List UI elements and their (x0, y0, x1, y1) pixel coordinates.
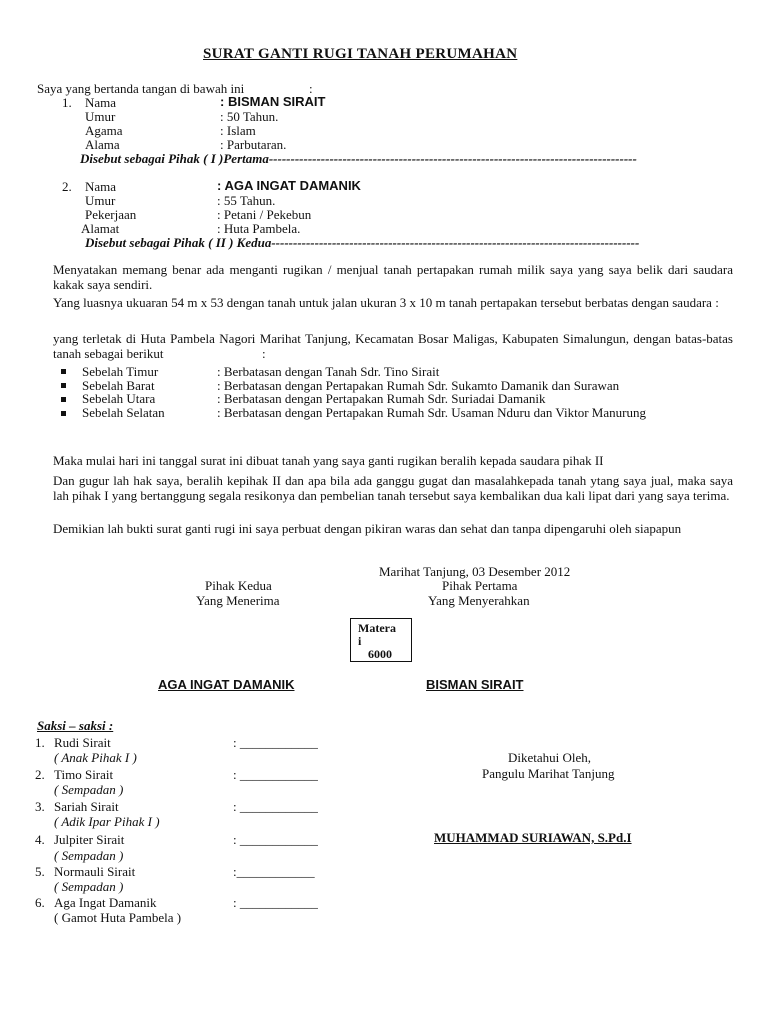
border-desc-west: : Berbatasan dengan Pertapakan Rumah Sdr. Sukamto Damanik dan Surawan (217, 378, 620, 393)
stamp-box (350, 618, 412, 662)
right-role: Pihak Pertama (442, 578, 518, 593)
party1-label-umur: Umur (85, 109, 116, 124)
witness-number: 3. (35, 799, 45, 814)
closing-declaration: Demikian lah bukti surat ganti rugi ini saya perbuat dengan pikiran waras dan sehat dan tanpa dipengaruhi oleh siapapun (53, 521, 682, 536)
left-role-sub: Yang Menerima (196, 593, 280, 608)
witness-name: Rudi Sirait (54, 735, 111, 750)
witness-number: 5. (35, 864, 45, 879)
closing-transfer: Maka mulai hari ini tanggal surat ini dibuat tanah yang saya ganti rugikan beralih kepada saudara pihak II (53, 453, 604, 468)
right-signer-name: BISMAN SIRAIT (426, 677, 524, 692)
witness-name: Sariah Sirait (54, 799, 119, 814)
bullet-icon (61, 369, 66, 374)
party1-label-nama: Nama (85, 95, 117, 110)
border-side-south: Sebelah Selatan (82, 405, 165, 420)
left-signer-name: AGA INGAT DAMANIK (158, 677, 295, 692)
party1-value-nama: : BISMAN SIRAIT (220, 94, 326, 109)
paragraph-statement: Menyatakan memang benar ada menganti rugikan / menjual tanah pertapakan rumah milik saya yang saya belik dari saudara kakak saya sendiri. (53, 262, 733, 292)
document-title: SURAT GANTI RUGI TANAH PERUMAHAN (203, 46, 518, 62)
party2-value-nama: : AGA INGAT DAMANIK (217, 178, 361, 193)
party1-label-agama: Agama (85, 123, 123, 138)
intro-text: Saya yang bertanda tangan di bawah ini (37, 81, 245, 96)
party2-number: 2. (62, 179, 72, 194)
witness-signature-line: : ____________ (233, 767, 318, 782)
paragraph-size: Yang luasnya ukuaran 54 m x 53 dengan tanah untuk jalan ukuran 3 x 10 m tanah pertapakan tersebut berbatas dengan saudara : (53, 295, 719, 310)
acknowledged-name: MUHAMMAD SURIAWAN, S.Pd.I (434, 830, 632, 845)
witness-signature-line: : ____________ (233, 895, 318, 910)
border-desc-east: : Berbatasan dengan Tanah Sdr. Tino Sirait (217, 364, 440, 379)
witness-role: ( Gamot Huta Pambela ) (54, 910, 182, 925)
witness-name: Normauli Sirait (54, 864, 136, 879)
border-side-west: Sebelah Barat (82, 378, 155, 393)
party1-designation: Disebut sebagai Pihak ( I )Pertama------------------------------------------------------------------------------------- (80, 151, 637, 166)
closing-liability: Dan gugur lah hak saya, beralih kepihak II dan apa bila ada ganggu gugat dan masalahkepada tanah ytang saya jual, maka saya lah pihak I yang bertanggung segala resikonya dan pembelian tanah tersebut saya kembalikan dua kali lipat dari yang saya terima. (53, 473, 733, 503)
party1-label-alama: Alama (85, 137, 120, 152)
acknowledged-label: Diketahui Oleh, (508, 750, 592, 765)
stamp-text-3: 6000 (368, 647, 392, 661)
witness-number: 4. (35, 832, 45, 847)
witness-role: ( Sempadan ) (54, 848, 124, 863)
bullet-icon (61, 383, 66, 388)
party2-label-nama: Nama (85, 179, 117, 194)
border-desc-south: : Berbatasan dengan Pertapakan Rumah Sdr. Usaman Nduru dan Viktor Manurung (217, 405, 646, 420)
intro-colon: : (309, 81, 313, 96)
paragraph-location: yang terletak di Huta Pambela Nagori Marihat Tanjung, Kecamatan Bosar Maligas, Kabupaten Simalungun, dengan batas-batas tanah sebagai berikut (53, 331, 733, 361)
witness-number: 1. (35, 735, 45, 750)
witness-role: ( Sempadan ) (54, 782, 124, 797)
bullet-icon (61, 411, 66, 416)
place-date: Marihat Tanjung, 03 Desember 2012 (379, 564, 571, 579)
party1-number: 1. (62, 95, 72, 110)
right-role-sub: Yang Menyerahkan (428, 593, 530, 608)
witness-name: Julpiter Sirait (54, 832, 125, 847)
stamp-text-1: Matera (358, 621, 396, 635)
witnesses-heading: Saksi – saksi : (37, 718, 114, 733)
witness-signature-line: : ____________ (233, 832, 318, 847)
witness-signature-line: : ____________ (233, 799, 318, 814)
paragraph-location-colon: : (262, 346, 266, 361)
witness-name: Aga Ingat Damanik (54, 895, 157, 910)
border-side-north: Sebelah Utara (82, 391, 156, 406)
acknowledged-position: Pangulu Marihat Tanjung (482, 766, 615, 781)
stamp-text-2: i (358, 634, 362, 648)
party2-value-umur: : 55 Tahun. (217, 193, 276, 208)
party2-label-alamat: Alamat (81, 221, 120, 236)
bullet-icon (61, 397, 66, 402)
border-side-east: Sebelah Timur (82, 364, 159, 379)
party2-value-pekerjaan: : Petani / Pekebun (217, 207, 312, 222)
border-desc-north: : Berbatasan dengan Pertapakan Rumah Sdr. Suriadai Damanik (217, 391, 546, 406)
party2-designation: Disebut sebagai Pihak ( II ) Kedua------------------------------------------------------------------------------------- (85, 235, 640, 250)
witness-role: ( Adik Ipar Pihak I ) (54, 814, 160, 829)
party2-label-pekerjaan: Pekerjaan (85, 207, 137, 222)
witness-role: ( Anak Pihak I ) (54, 750, 137, 765)
party1-value-alama: : Parbutaran. (220, 137, 287, 152)
witness-role: ( Sempadan ) (54, 879, 124, 894)
party2-value-alamat: : Huta Pambela. (217, 221, 301, 236)
left-role: Pihak Kedua (205, 578, 272, 593)
witness-number: 2. (35, 767, 45, 782)
witness-signature-line: :____________ (233, 864, 315, 879)
party1-value-umur: : 50 Tahun. (220, 109, 279, 124)
party2-label-umur: Umur (85, 193, 116, 208)
witness-name: Timo Sirait (54, 767, 114, 782)
witness-signature-line: : ____________ (233, 735, 318, 750)
party1-value-agama: : Islam (220, 123, 256, 138)
witness-number: 6. (35, 895, 45, 910)
